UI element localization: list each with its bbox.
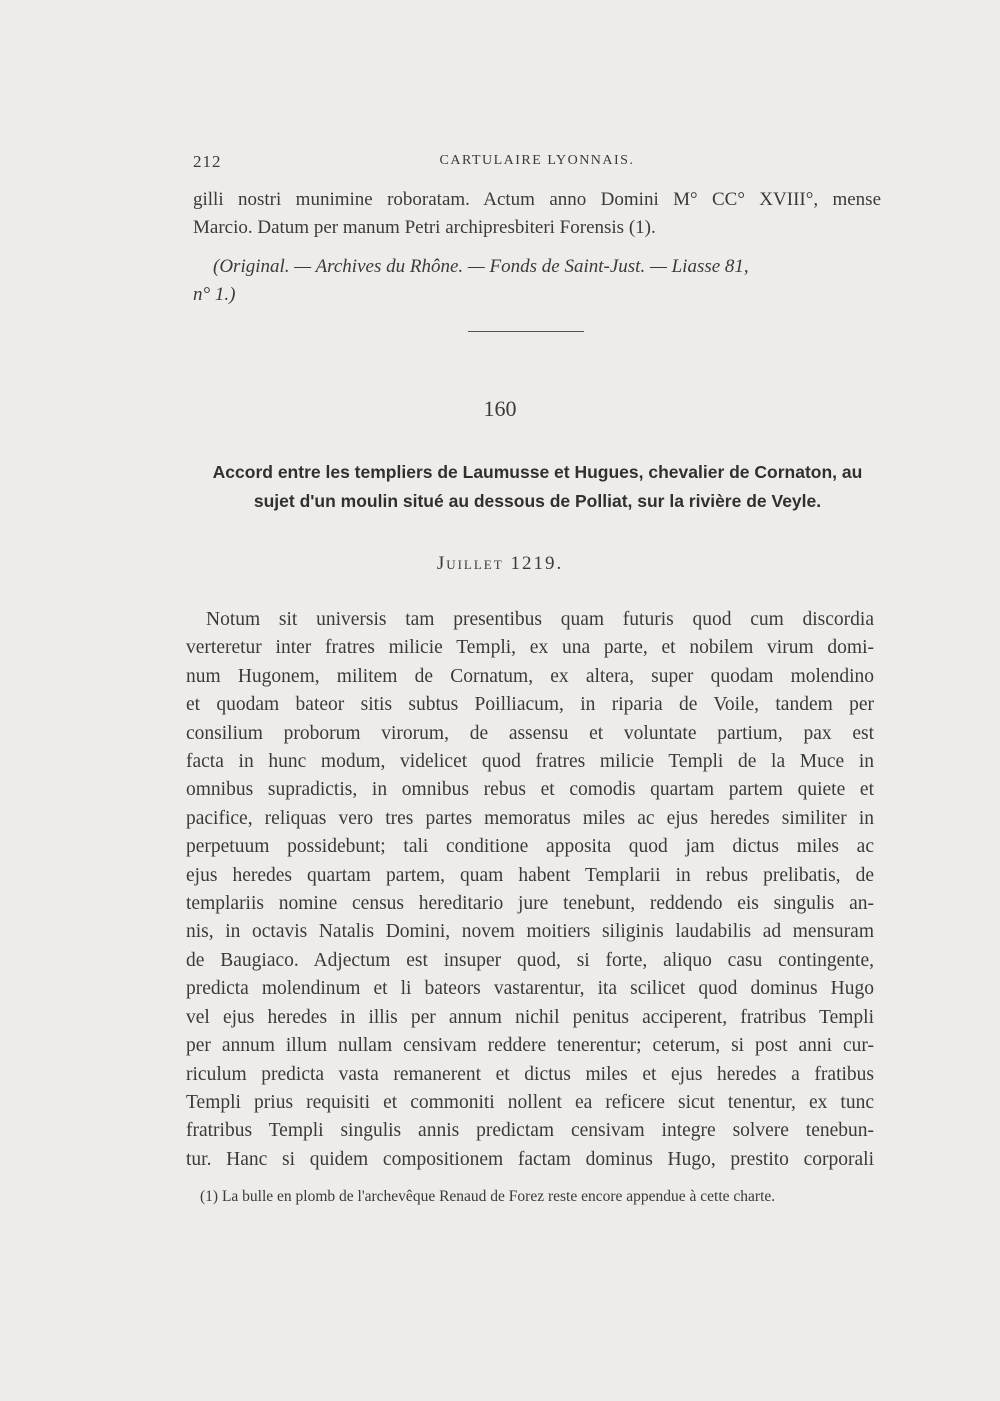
charter-body: [186, 606, 874, 1174]
page-header: [193, 150, 881, 174]
body-line: consilium proborum virorum, de assensu et voluntate partium, pax est: [186, 722, 874, 744]
section-divider: [468, 331, 584, 332]
source-citation: [193, 253, 881, 309]
footnote: (1) La bulle en plomb de l'archevêque Renaud de Forez reste encore appendue à cette charte.: [200, 1188, 776, 1205]
carryover-text: [193, 186, 881, 242]
body-line: tur. Hanc si quidem compositionem factam dominus Hugo, prestito corporali: [186, 1148, 874, 1170]
document-title-line: Accord entre les templiers de Laumusse et Hugues, chevalier de Cornaton, au: [212, 462, 863, 482]
body-line: facta in hunc modum, videlicet quod fratres milicie Templi de la Muce in: [186, 751, 874, 773]
body-line: predicta molendinum et li bateors vastarentur, ita scilicet quod dominus Hugo: [186, 978, 874, 1000]
carryover-line: Marcio. Datum per manum Petri archipresbiteri Forensis (1).: [193, 217, 656, 238]
body-line: perpetuum possidebunt; tali conditione apposita quod jam dictus miles ac: [186, 836, 874, 858]
carryover-line: gilli nostri munimine roboratam. Actum anno Domini M° CC° XVIII°, mense: [193, 189, 881, 210]
page-number: 212: [193, 152, 222, 171]
body-line: omnibus supradictis, in omnibus rebus et comodis quartam partem quiete et: [186, 779, 874, 801]
running-title: CARTULAIRE LYONNAIS.: [439, 153, 635, 168]
source-citation-line: n° 1.): [193, 284, 236, 305]
body-line: Templi prius requisiti et commoniti nollent ea reficere sicut tenentur, ex tunc: [186, 1091, 874, 1113]
body-line: fratribus Templi singulis annis predictam censivam integre solvere tenebun-: [186, 1120, 874, 1142]
body-line: templariis nomine census hereditario jure tenebunt, reddendo eis singulis an-: [186, 893, 874, 915]
document-date: Juillet 1219.: [436, 553, 564, 574]
document-title: [190, 458, 885, 516]
body-line: et quodam bateor sitis subtus Poilliacum, in riparia de Voile, tandem per: [186, 694, 874, 716]
body-line: verteretur inter fratres milicie Templi, ex una parte, et nobilem virum domi-: [186, 637, 874, 659]
body-line: per annum illum nullam censivam reddere tenerentur; ceterum, si post anni cur-: [186, 1035, 874, 1057]
body-line: riculum predicta vasta remanerent et dictus miles et ejus heredes a fratibus: [186, 1063, 874, 1085]
body-line: pacifice, reliquas vero tres partes memoratus miles ac ejus heredes similiter in: [186, 807, 874, 829]
source-citation-line: (Original. — Archives du Rhône. — Fonds de Saint-Just. — Liasse 81,: [213, 256, 749, 277]
body-line: num Hugonem, militem de Cornatum, ex altera, super quodam molendino: [186, 665, 874, 687]
document-title-line: sujet d'un moulin situé au dessous de Polliat, sur la rivière de Veyle.: [253, 491, 822, 511]
body-line: de Baugiaco. Adjectum est insuper quod, si forte, aliquo casu contingente,: [186, 949, 874, 971]
body-line: ejus heredes quartam partem, quam habent Templarii in rebus prelibatis, de: [186, 864, 874, 886]
body-line: vel ejus heredes in illis per annum nichil penitus acciperent, fratribus Templi: [186, 1006, 874, 1028]
document-number: 160: [483, 396, 517, 421]
body-line: nis, in octavis Natalis Domini, novem moitiers siliginis laudabilis ad mensuram: [186, 921, 874, 943]
body-line: Notum sit universis tam presentibus quam futuris quod cum discordia: [206, 609, 874, 630]
